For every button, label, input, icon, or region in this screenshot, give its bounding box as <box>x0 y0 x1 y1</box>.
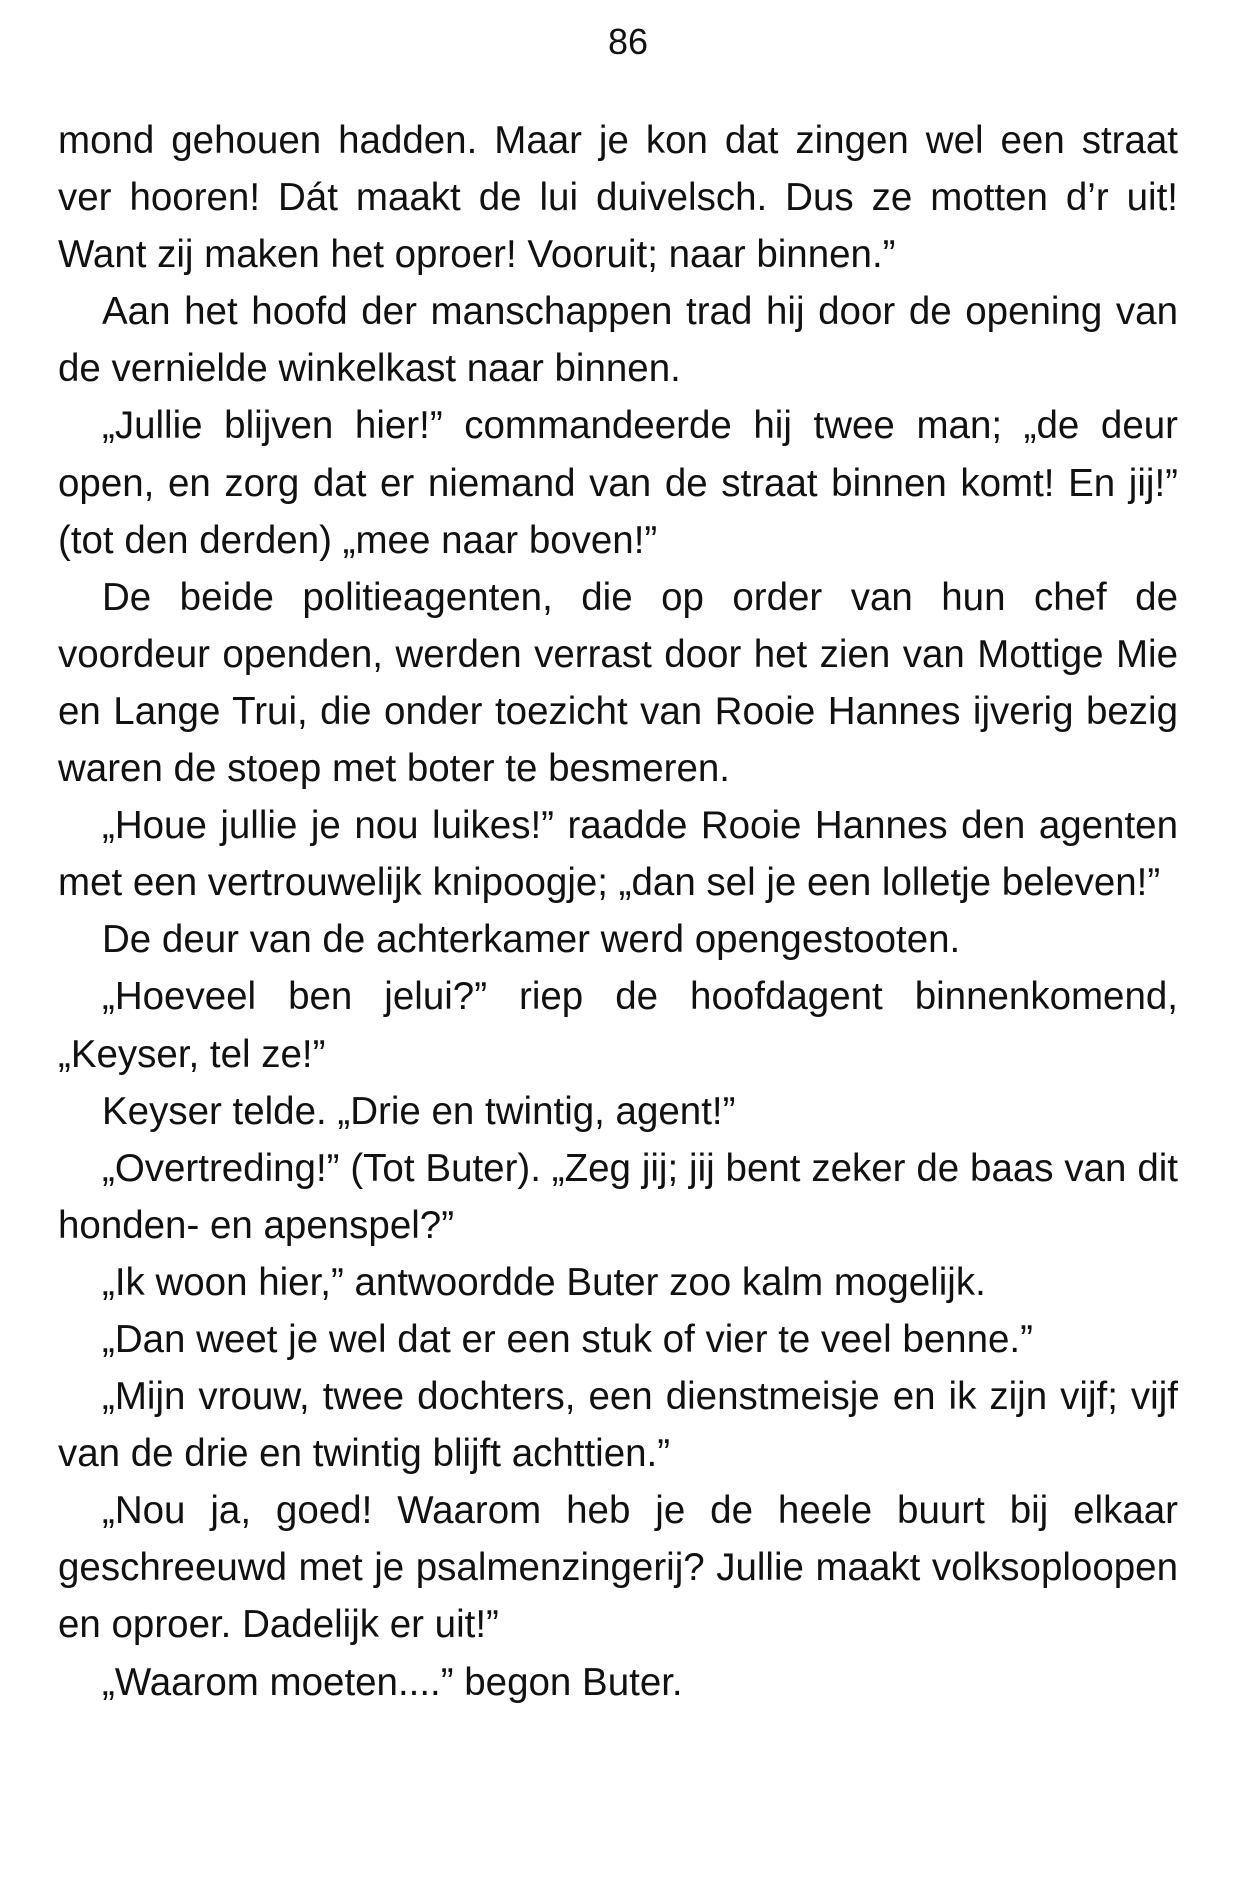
paragraph: „Nou ja, goed! Waarom heb je de heele buurt bij elkaar geschreeuwd met je psalmenzingerij? Jullie maakt volksoploopen en oproer. Dadelijk er uit!” <box>58 1489 1178 1647</box>
paragraph: De beide politieagenten, die op order van hun chef de voordeur openden, werden verrast door het zien van Mottige Mie en Lange Trui, die onder toezicht van Rooie Hannes ijverig bezig waren de stoep met boter te besmeren. <box>58 575 1178 791</box>
paragraph: mond gehouen hadden. Maar je kon dat zingen wel een straat ver hooren! Dát maakt de lui duivelsch. Dus ze motten d’r uit! Want zij maken het oproer! Vooruit; naar binnen.” <box>58 119 1178 277</box>
page-number: 86 <box>607 21 649 62</box>
paragraph: „Hoeveel ben jelui?” riep de hoofdagent binnenkomend, „Keyser, tel ze!” <box>58 975 1178 1076</box>
body-text <box>58 112 1178 1711</box>
paragraph: „Overtreding!” (Tot Buter). „Zeg jij; jij bent zeker de baas van dit honden- en apenspel?” <box>58 1146 1178 1247</box>
paragraph: „Houe jullie je nou luikes!” raadde Rooie Hannes den agenten met een vertrouwelijk knipoogje; „dan sel je een lolletje beleven!” <box>58 804 1178 905</box>
paragraph: „Dan weet je wel dat er een stuk of vier te veel benne.” <box>102 1317 1033 1361</box>
paragraph: „Mijn vrouw, twee dochters, een dienstmeisje en ik zijn vijf; vijf van de drie en twintig blijft achttien.” <box>58 1375 1178 1476</box>
paragraph: „Waarom moeten....” begon Buter. <box>102 1660 683 1704</box>
paragraph: Keyser telde. „Drie en twintig, agent!” <box>102 1089 736 1133</box>
paragraph: „Jullie blijven hier!” commandeerde hij twee man; „de deur open, en zorg dat er niemand van de straat binnen komt! En jij!” (tot den derden) „mee naar boven!” <box>58 404 1178 562</box>
paragraph: „Ik woon hier,” antwoordde Buter zoo kalm mogelijk. <box>102 1260 986 1304</box>
paragraph: De deur van de achterkamer werd opengestooten. <box>102 918 961 962</box>
paragraph: Aan het hoofd der manschappen trad hij door de opening van de vernielde winkelkast naar binnen. <box>58 290 1178 391</box>
